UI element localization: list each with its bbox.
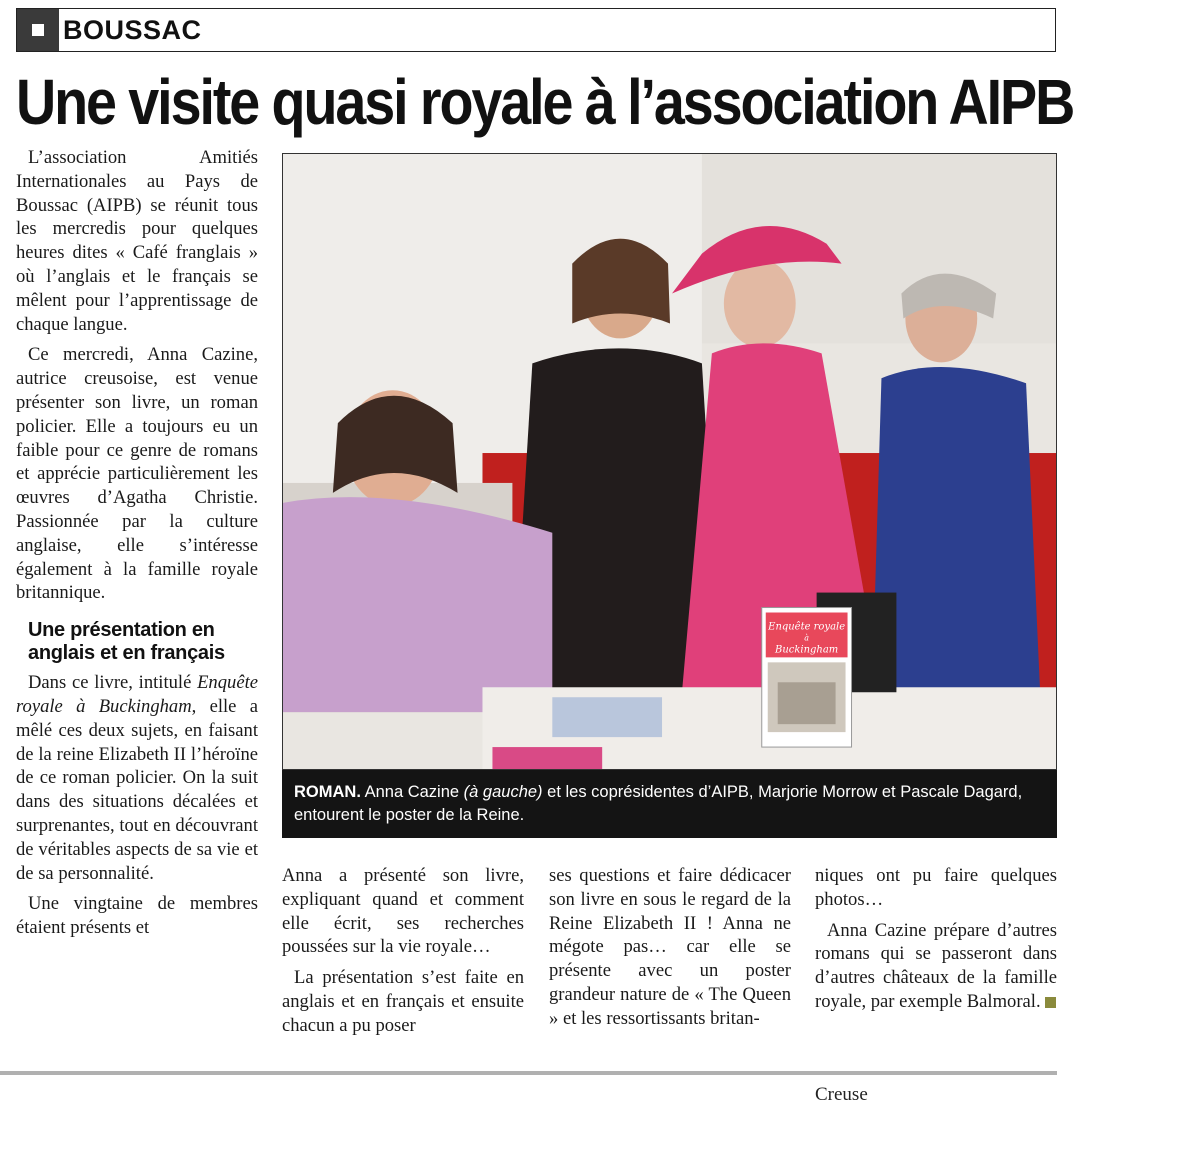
paragraph: Anna a présenté son livre, expliquant quand et comment elle écrit, ses recherches poussées sur la vie royale… xyxy=(282,865,524,958)
section-kicker xyxy=(16,8,1056,52)
square-bullet-icon xyxy=(17,9,59,51)
article-column-3 xyxy=(549,864,791,1038)
book-cover-line1: Enquête royale xyxy=(768,621,846,633)
article-column-1 xyxy=(16,146,258,947)
article-column-4 xyxy=(815,864,1057,1021)
headline: Une visite quasi royale à l’association AIPB xyxy=(16,66,1074,138)
paragraph-text: Anna Cazine prépare d’autres romans qui se passeront dans d’autres châteaux de la famille royale, par exemple Balmoral. xyxy=(815,919,1057,1012)
caption-text: Anna Cazine xyxy=(360,783,464,801)
paragraph: ses questions et faire dédicacer son livre en sous le regard de la Reine Elizabeth II ! Anna ne mégote pas… car elle se présente avec un poster grandeur nature de « The Queen » et les ressortissants britan- xyxy=(549,865,791,1029)
paragraph: L’association Amitiés Internationales au Pays de Boussac (AIPB) se réunit tous les mercredis pour quelques heures dites « Café franglais » où l’anglais et le français se mêlent pour l’apprentissage de chaque langue. xyxy=(16,147,258,335)
paragraph-text: , elle a mêlé ces deux sujets, en faisant de la reine Elizabeth II l’héroïne de ce roman policier. On la suit dans des situations décalées et surprenantes, tout en découvrant de véritables aspects de sa vie et de sa personnalité. xyxy=(16,695,258,884)
book-cover-line2: à xyxy=(804,633,810,643)
paragraph: Ce mercredi, Anna Cazine, autrice creusoise, est venue présenter son livre, un roman policier. Elle a toujours eu un faible pour ce genre de romans et apprécie particulièrement les œuvres d’Agatha Christie. Passionnée par la culture anglaise, elle s’intéresse également à la famille royale britannique. xyxy=(16,344,258,604)
kicker-label: BOUSSAC xyxy=(63,15,202,45)
caption-italic: (à gauche) xyxy=(463,783,543,801)
caption-label: ROMAN. xyxy=(294,783,361,801)
article-photo xyxy=(282,153,1057,770)
bottom-rule xyxy=(0,1071,1057,1075)
article-column-2 xyxy=(282,864,524,1045)
paragraph: La présentation s’est faite en anglais et en français et ensuite chacun a pu poser xyxy=(282,967,524,1036)
photo-caption xyxy=(282,770,1057,838)
paragraph xyxy=(16,671,258,885)
paragraph: niques ont pu faire quelques photos… xyxy=(815,865,1057,910)
paragraph: Une vingtaine de membres étaient présents et xyxy=(16,893,258,939)
caption-text: et les coprésidentes d’AIPB, Marjorie Morrow et Pascale Dagard, entourent le poster de la Reine. xyxy=(294,783,1023,824)
source-label: Creuse xyxy=(815,1084,868,1105)
paragraph xyxy=(815,919,1057,1014)
subheading: Une présentation en anglais et en français xyxy=(28,619,225,665)
book-cover-line3: Buckingham xyxy=(775,644,839,656)
book-title: Enquête royale à Buckingham xyxy=(16,672,258,717)
photo-illustration xyxy=(283,154,1056,769)
end-mark-icon xyxy=(1045,997,1056,1008)
paragraph-text: Dans ce livre, intitulé xyxy=(28,672,198,694)
